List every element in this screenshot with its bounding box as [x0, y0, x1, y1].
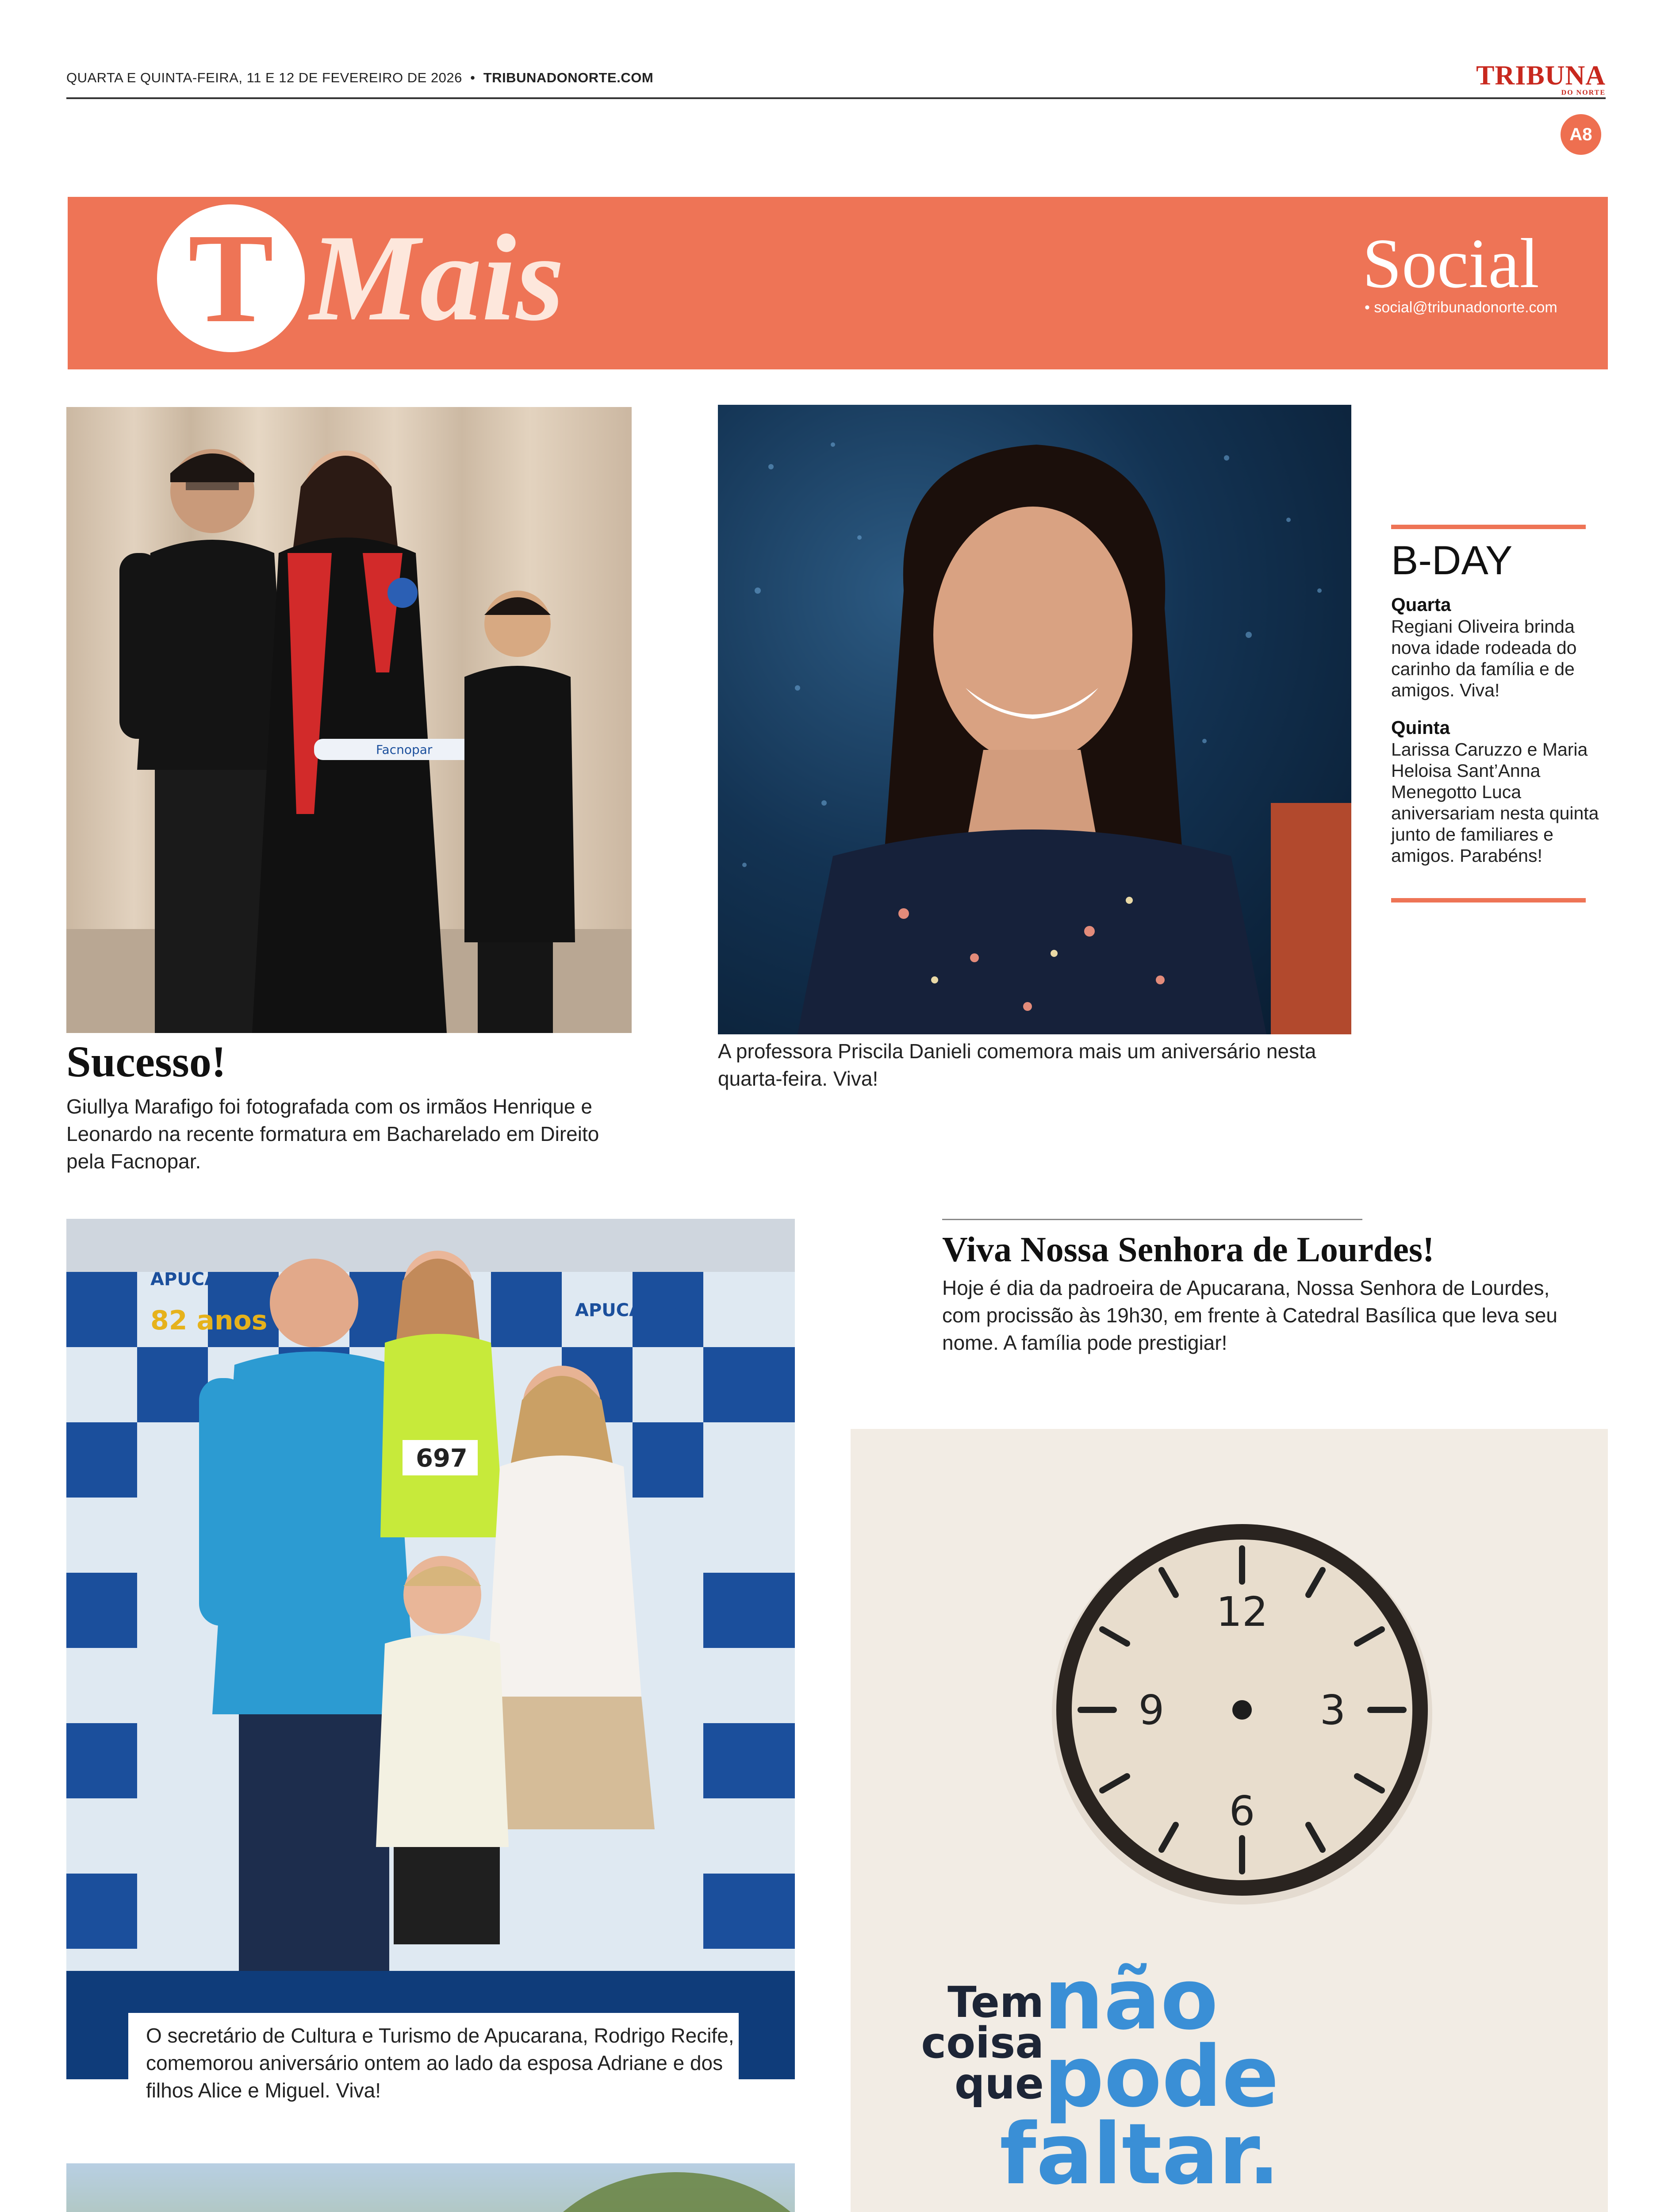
ad-line-left	[911, 1978, 1044, 2108]
story4-headline: Viva Nossa Senhora de Lourdes!	[942, 1230, 1434, 1269]
dateline	[66, 70, 653, 86]
section-title: Social	[1362, 224, 1539, 303]
graduation-illustration	[66, 407, 632, 1033]
header-rule	[66, 97, 1606, 99]
newspaper-logo[interactable]	[1469, 62, 1606, 96]
bday-title: B-DAY	[1391, 538, 1513, 583]
bday-entry	[1391, 717, 1599, 866]
photo-family-stage	[66, 1219, 795, 2079]
portrait-illustration	[718, 405, 1351, 1034]
ad-big-nao: não	[1044, 1951, 1219, 2048]
photo-graduation	[66, 407, 632, 1033]
clock-number: 12	[1216, 1588, 1268, 1636]
bday-top-rule	[1391, 525, 1586, 529]
bday-day: Quinta	[1391, 717, 1450, 738]
logo-word: Mais	[310, 209, 564, 346]
photo-portrait	[718, 405, 1351, 1034]
photo-filmmaker	[66, 2163, 795, 2212]
date-text: QUARTA E QUINTA-FEIRA, 11 E 12 DE FEVEREIRO DE 2026	[66, 70, 462, 85]
bday-text: Larissa Caruzzo e Maria Heloisa Sant’Anna Menegotto Luca aniversariam nesta quinta junto de familiares e amigos. Parabéns!	[1391, 739, 1599, 866]
bday-bottom-rule	[1391, 898, 1586, 902]
ad-big-faltar: faltar.	[1000, 2105, 1280, 2203]
backdrop-label: APUCARANA	[575, 1300, 699, 1321]
page-number-badge: A8	[1561, 114, 1601, 155]
clock-icon	[1047, 1515, 1437, 1905]
logo-letter: T	[188, 207, 274, 349]
site-link[interactable]: TRIBUNADONORTE.COM	[483, 70, 654, 85]
section-email[interactable]: • social@tribunadonorte.com	[1365, 299, 1557, 316]
ad-word: coisa	[921, 2018, 1044, 2068]
clock-number: 9	[1138, 1686, 1165, 1734]
brand-sub: DO NORTE	[1561, 89, 1606, 96]
stage-illustration	[66, 1219, 795, 2079]
backdrop-label: APUCARANA	[150, 1269, 274, 1290]
clock-number: 3	[1319, 1686, 1346, 1734]
story2-caption: A professora Priscila Danieli comemora mais um aniversário nesta quarta-feira. Viva!	[718, 1040, 1316, 1090]
story1-headline: Sucesso!	[66, 1037, 226, 1086]
story4-rule	[942, 1219, 1362, 1220]
story3-caption: O secretário de Cultura e Turismo de Apucarana, Rodrigo Recife, comemorou aniversário ontem ao lado da esposa Adriane e dos filhos Alice e Miguel. Viva!	[146, 2024, 734, 2102]
backdrop-anos: 82 anos	[150, 1305, 268, 1336]
race-bib: 697	[416, 1444, 468, 1473]
story1-caption: Giullya Marafigo foi fotografada com os irmãos Henrique e Leonardo na recente formatura em Bacharelado em Direito pela Facnopar.	[66, 1095, 599, 1173]
bday-entry	[1391, 594, 1599, 701]
clock-number: 6	[1229, 1787, 1255, 1835]
dateline-bullet: •	[470, 70, 476, 85]
brand-name: TRIBUNA	[1476, 61, 1606, 91]
filmmaker-illustration	[66, 2163, 795, 2212]
ad-word: que	[954, 2059, 1044, 2108]
diploma-label: Facnopar	[376, 742, 433, 757]
ad-big-pode: pode	[1044, 2028, 1279, 2126]
bday-text: Regiani Oliveira brinda nova idade rodeada do carinho da família e de amigos. Viva!	[1391, 616, 1577, 700]
ad-word: Tem	[947, 1978, 1044, 2027]
bday-day: Quarta	[1391, 594, 1451, 615]
story4-text: Hoje é dia da padroeira de Apucarana, Nossa Senhora de Lourdes, com procissão às 19h30, em frente à Catedral Basílica que leva seu nome. A família pode prestigiar!	[942, 1276, 1557, 1354]
